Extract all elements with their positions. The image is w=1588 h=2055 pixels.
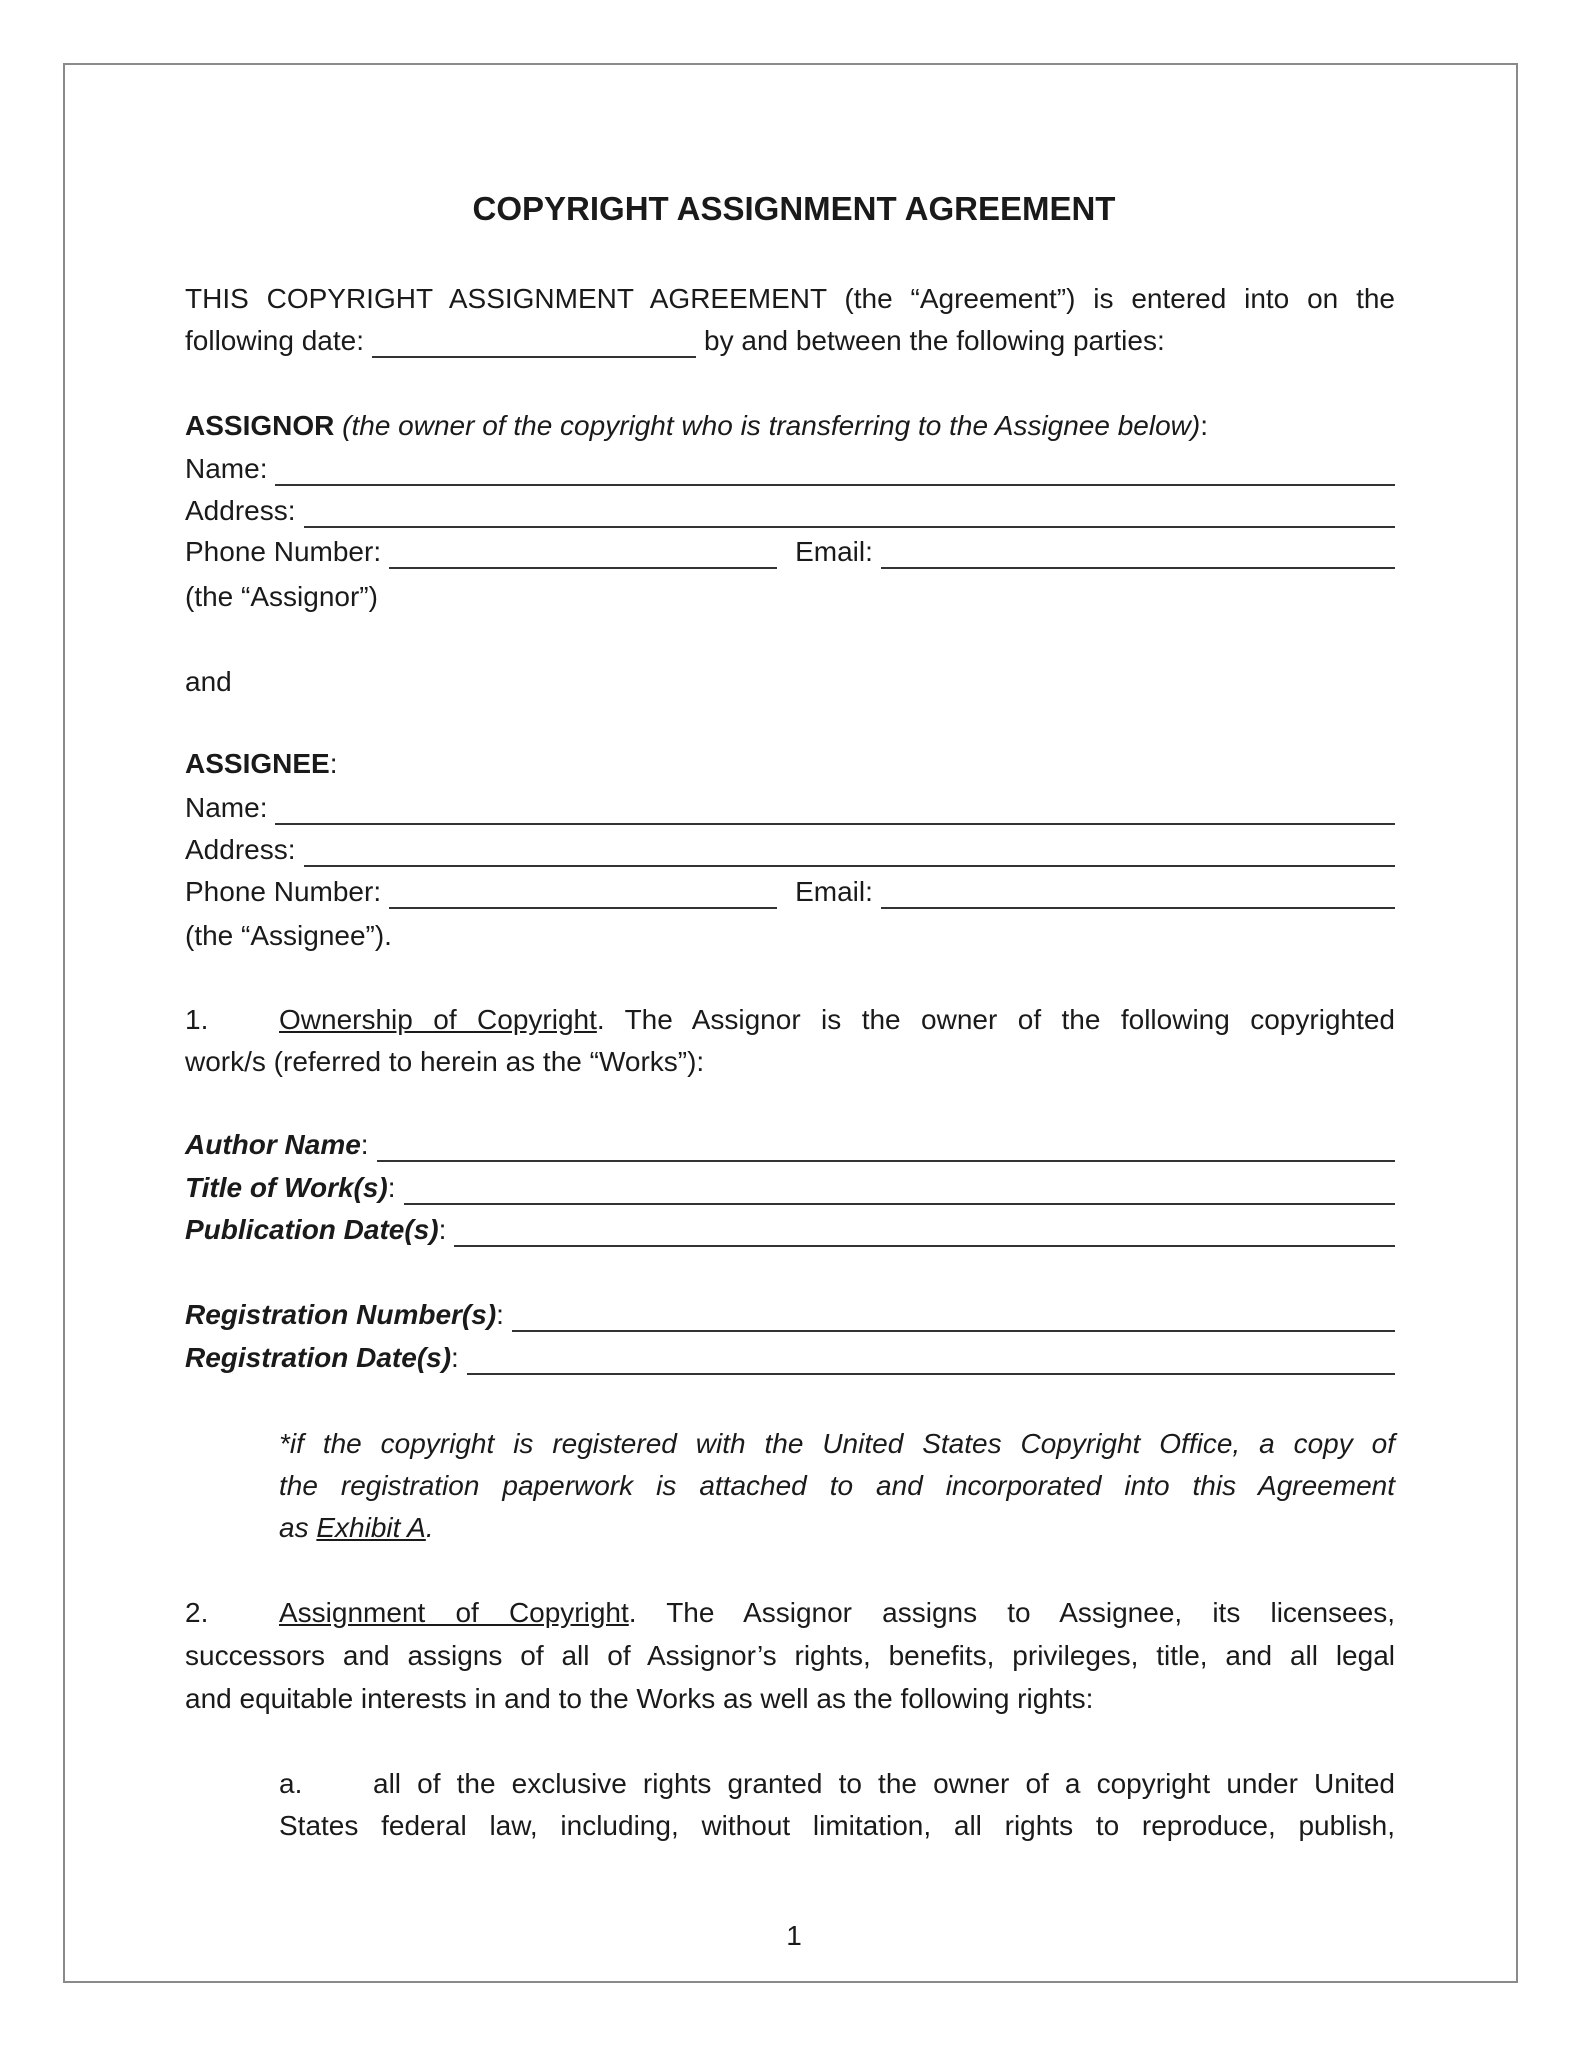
- assignee-defined: (the “Assignee”).: [185, 920, 392, 951]
- section2-number: 2.: [185, 1597, 209, 1628]
- note-line-3: [279, 1511, 1395, 1545]
- assignor-defined: (the “Assignor”): [185, 581, 378, 612]
- item-a-text: all of the exclusive rights granted to the owner of a copyright under United: [373, 1768, 1395, 1799]
- author-name-field[interactable]: [377, 1134, 1395, 1162]
- item-a-line-2: States federal law, including, without limitation, all rights to reproduce, publish,: [279, 1810, 1395, 1841]
- assignee-address-row: [185, 833, 1395, 867]
- title-of-work-row: [185, 1171, 1395, 1205]
- note-line-1: *if the copyright is registered with the United States Copyright Office, a copy of: [279, 1428, 1395, 1459]
- assignor-name-label: Name:: [185, 453, 268, 484]
- registration-date-field[interactable]: [467, 1347, 1395, 1375]
- assignor-description: (the owner of the copyright who is transferring to the Assignee below): [342, 410, 1201, 441]
- exhibit-a-reference: Exhibit A: [316, 1512, 426, 1543]
- title-of-work-field[interactable]: [404, 1177, 1395, 1205]
- assignee-address-field[interactable]: [304, 839, 1396, 867]
- title-of-work-label: Title of Work(s): [185, 1172, 388, 1203]
- assignor-email-field[interactable]: [881, 541, 1395, 569]
- note-as: as: [279, 1512, 317, 1543]
- colon: :: [360, 1129, 369, 1160]
- section1-text: . The Assignor is the owner of the following copyrighted: [596, 1004, 1395, 1035]
- period: .: [425, 1512, 434, 1543]
- assignee-name-field[interactable]: [275, 797, 1395, 825]
- section1-line-1: [185, 1003, 1395, 1037]
- item-a-line-1: [279, 1767, 1395, 1801]
- assignee-contact-row: [185, 875, 1395, 909]
- assignor-heading-line: [185, 409, 1395, 443]
- publication-date-field[interactable]: [454, 1219, 1395, 1247]
- publication-date-label: Publication Date(s): [185, 1214, 439, 1245]
- assignor-phone-field[interactable]: [389, 541, 777, 569]
- assignor-email-label: Email:: [795, 536, 873, 567]
- assignor-address-field[interactable]: [304, 500, 1396, 528]
- assignee-email-field[interactable]: [881, 881, 1395, 909]
- page-number: 1: [786, 1920, 802, 1951]
- assignee-email-label: Email:: [795, 876, 873, 907]
- assignee-name-label: Name:: [185, 792, 268, 823]
- and-text: and: [185, 666, 232, 697]
- section2-heading: Assignment of Copyright: [279, 1597, 629, 1628]
- document-title: COPYRIGHT ASSIGNMENT AGREEMENT: [472, 190, 1116, 227]
- section2-line-2: successors and assigns of all of Assignor’s rights, benefits, privileges, title, and all legal: [185, 1640, 1395, 1671]
- section2-line-1: [185, 1596, 1395, 1630]
- note-line-2: the registration paperwork is attached to and incorporated into this Agreement: [279, 1470, 1395, 1501]
- intro-line-2-end: by and between the following parties:: [704, 325, 1165, 356]
- assignor-heading: ASSIGNOR: [185, 410, 335, 441]
- assignee-phone-field[interactable]: [389, 881, 777, 909]
- colon: :: [329, 748, 338, 779]
- intro-line-1: THIS COPYRIGHT ASSIGNMENT AGREEMENT (the “Agreement”) is entered into on the: [185, 283, 1395, 314]
- colon: :: [496, 1299, 504, 1330]
- assignee-heading: ASSIGNEE: [185, 748, 330, 779]
- registration-number-row: [185, 1298, 1395, 1332]
- assignor-address-row: [185, 494, 1395, 528]
- colon: :: [451, 1342, 459, 1373]
- assignor-name-row: [185, 452, 1395, 486]
- date-label: following date:: [185, 325, 365, 356]
- colon: :: [1200, 410, 1208, 441]
- assignee-address-label: Address:: [185, 834, 296, 865]
- section1-heading: Ownership of Copyright: [279, 1004, 597, 1035]
- assignee-phone-label: Phone Number:: [185, 876, 382, 907]
- author-name-row: [185, 1128, 1395, 1162]
- registration-number-label: Registration Number(s): [185, 1299, 497, 1330]
- section2-line-3: and equitable interests in and to the Works as well as the following rights:: [185, 1683, 1094, 1714]
- assignor-name-field[interactable]: [275, 458, 1395, 486]
- registration-date-label: Registration Date(s): [185, 1342, 452, 1373]
- section2-text: . The Assignor assigns to Assignee, its licensees,: [628, 1597, 1395, 1628]
- assignor-contact-row: [185, 535, 1395, 569]
- item-a-label: a.: [279, 1768, 303, 1799]
- registration-number-field[interactable]: [512, 1304, 1395, 1332]
- assignor-address-label: Address:: [185, 495, 296, 526]
- date-field[interactable]: [372, 330, 696, 358]
- registration-date-row: [185, 1341, 1395, 1375]
- assignee-heading-line: [185, 747, 1395, 781]
- assignee-name-row: [185, 791, 1395, 825]
- section1-line-2: work/s (referred to herein as the “Works”):: [185, 1046, 705, 1077]
- author-name-label: Author Name: [185, 1129, 361, 1160]
- section1-number: 1.: [185, 1004, 209, 1035]
- publication-date-row: [185, 1213, 1395, 1247]
- colon: :: [387, 1172, 396, 1203]
- assignor-phone-label: Phone Number:: [185, 536, 382, 567]
- colon: :: [438, 1214, 447, 1245]
- intro-line-2: [185, 324, 1395, 358]
